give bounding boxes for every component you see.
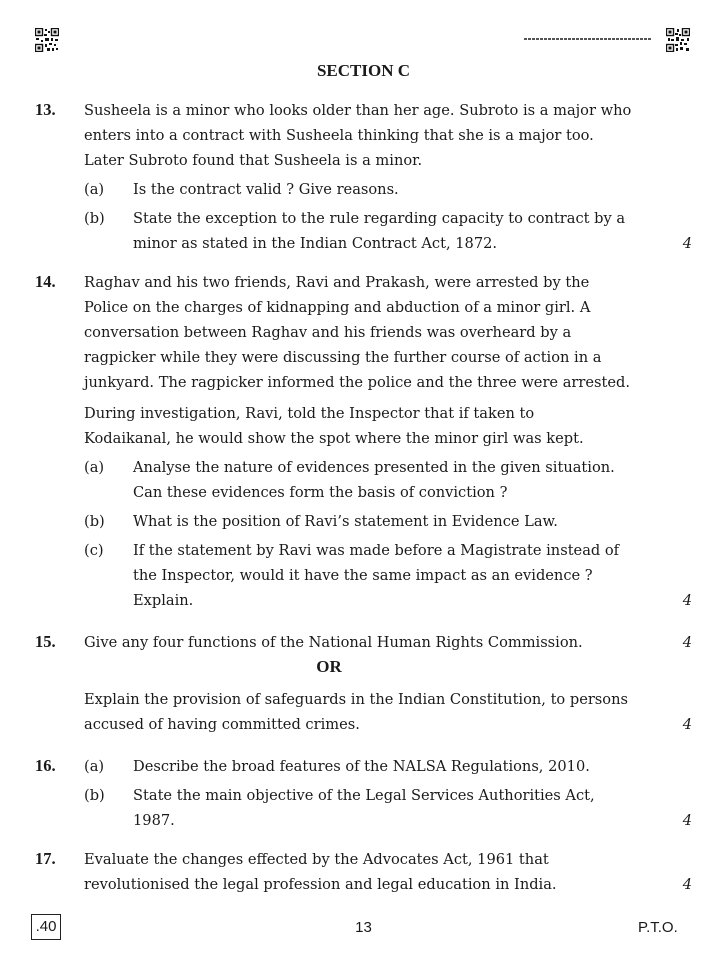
text-line: enters into a contract with Susheela thinking that she is a major too. <box>84 127 594 144</box>
text-line: Is the contract valid ? Give reasons. <box>133 181 399 198</box>
text-line: Explain the provision of safeguards in the Indian Constitution, to persons <box>84 691 628 708</box>
question-text: Give any four functions of the National Human Rights Commission. <box>84 634 583 651</box>
text-line: Explain. <box>133 592 194 609</box>
question-number: 13. <box>35 100 56 119</box>
part-text <box>133 455 653 505</box>
text-line: During investigation, Ravi, told the Inspector that if taken to <box>84 405 535 422</box>
question-number: 14. <box>35 272 56 291</box>
marks: 4 <box>682 876 692 893</box>
qr-code-icon <box>35 28 59 52</box>
text-line: junkyard. The ragpicker informed the police and the three were arrested. <box>84 374 630 391</box>
question-number: 16. <box>35 756 56 775</box>
part-text <box>133 538 653 613</box>
part-label: (a) <box>84 181 105 198</box>
text-line: the Inspector, would it have the same impact as an evidence ? <box>133 567 593 584</box>
marks: 4 <box>682 592 692 609</box>
text-line: State the exception to the rule regarding capacity to contract by a <box>133 210 626 227</box>
text-line: Describe the broad features of the NALSA Regulations, 2010. <box>133 758 590 775</box>
text-line: Can these evidences form the basis of conviction ? <box>133 484 508 501</box>
marks: 4 <box>682 634 692 651</box>
part-text <box>133 783 653 833</box>
text-line: Raghav and his two friends, Ravi and Prakash, were arrested by the <box>84 274 590 291</box>
question-text <box>84 847 653 897</box>
marks: 4 <box>682 235 692 252</box>
marks: 4 <box>682 716 692 733</box>
marks: 4 <box>682 812 692 829</box>
part-label: (b) <box>84 513 105 530</box>
qr-code-icon <box>666 28 690 52</box>
part-label: (b) <box>84 210 105 227</box>
text-line: Analyse the nature of evidences presented in the given situation. <box>133 459 615 476</box>
part-label: (b) <box>84 787 105 804</box>
text-line: revolutionised the legal profession and legal education in India. <box>84 876 557 893</box>
paper-code: .40 <box>31 914 61 940</box>
part-label: (c) <box>84 542 104 559</box>
page-number: 13 <box>355 919 372 936</box>
text-line: Police on the charges of kidnapping and abduction of a minor girl. A <box>84 299 591 316</box>
text-line: 1987. <box>133 812 175 829</box>
text-line: Kodaikanal, he would show the spot where the minor girl was kept. <box>84 430 584 447</box>
part-text <box>133 206 653 256</box>
part-text <box>133 509 653 534</box>
question-text <box>84 270 653 395</box>
text-line: What is the position of Ravi’s statement in Evidence Law. <box>133 513 558 530</box>
text-line: minor as stated in the Indian Contract Act, 1872. <box>133 235 498 252</box>
text-line: State the main objective of the Legal Services Authorities Act, <box>133 787 595 804</box>
question-number: 15. <box>35 632 56 651</box>
text-line: Later Subroto found that Susheela is a minor. <box>84 152 423 169</box>
part-text <box>133 754 653 779</box>
question-text-continued <box>84 401 653 451</box>
text-line: ragpicker while they were discussing the further course of action in a <box>84 349 602 366</box>
pto-label: P.T.O. <box>638 919 678 936</box>
text-line: conversation between Raghav and his friends was overheard by a <box>84 324 572 341</box>
question-text <box>84 98 653 173</box>
question-number: 17. <box>35 849 56 868</box>
text-line: accused of having committed crimes. <box>84 716 360 733</box>
part-label: (a) <box>84 459 105 476</box>
part-text <box>133 177 653 202</box>
part-label: (a) <box>84 758 105 775</box>
section-title: SECTION C <box>316 61 411 80</box>
text-line: Evaluate the changes effected by the Advocates Act, 1961 that <box>84 851 549 868</box>
text-line: If the statement by Ravi was made before a Magistrate instead of <box>133 542 620 559</box>
alternative-question-text <box>84 687 653 737</box>
or-divider: OR <box>316 657 342 676</box>
text-line: Susheela is a minor who looks older than her age. Subroto is a major who <box>84 102 632 119</box>
barcode-strip <box>524 38 652 40</box>
